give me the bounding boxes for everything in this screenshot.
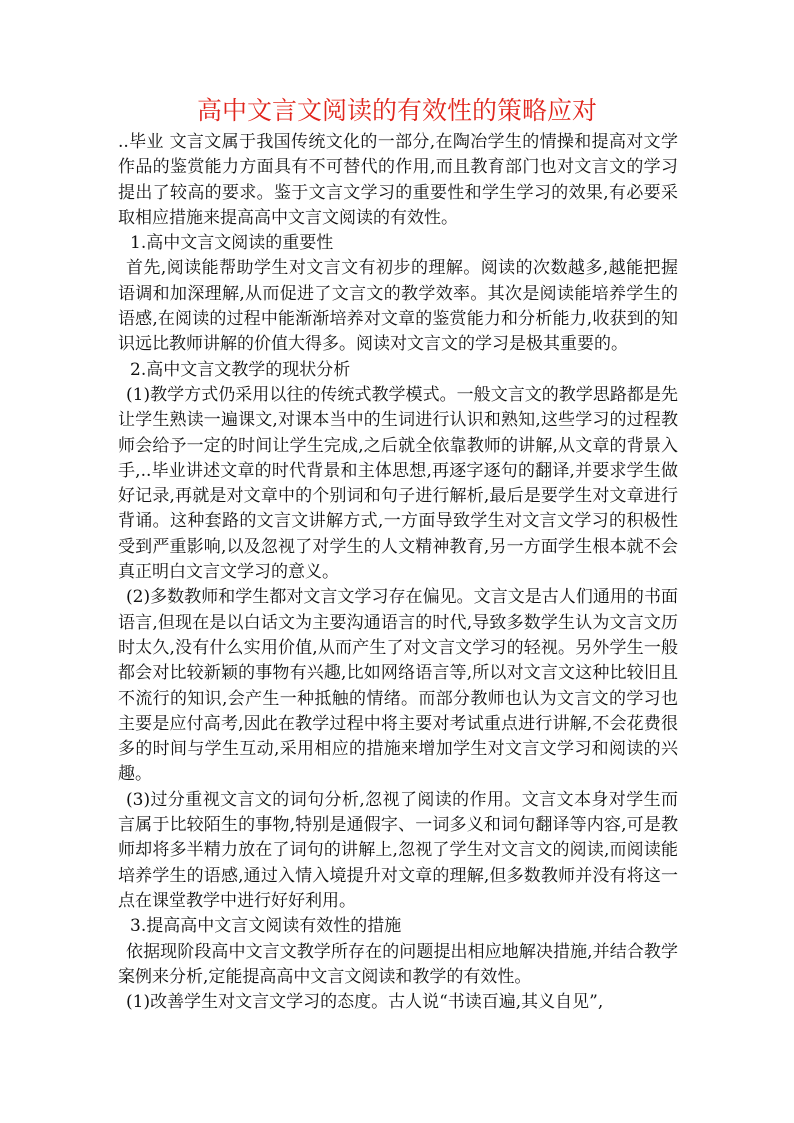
document-title: 高中文言文阅读的有效性的策略应对	[196, 96, 597, 125]
section-heading-2: 2.高中文言文教学的现状分析	[130, 359, 351, 380]
intro-paragraph: ..毕业 文言文属于我国传统文化的一部分,在陶冶学生的情操和提高对文学作品的鉴赏能力方面具有不可替代的作用,而且教育部门也对文言文的学习提出了较高的要求。鉴于文言文学习的重要性和学生学习的效果,有必要采取相应措施来提高高中文言文阅读的有效性。	[118, 132, 678, 228]
body-paragraph: 首先,阅读能帮助学生对文言文有初步的理解。阅读的次数越多,越能把握语调和加深理解,从而促进了文言文的教学效率。其次是阅读能培养学生的语感,在阅读的过程中能渐渐培养对文章的鉴赏能力和分析能力,收获到的知识远比教师讲解的价值大得多。阅读对文言文的学习是极其重要的。	[118, 258, 678, 355]
body-paragraph: (2)多数教师和学生都对文言文学习存在偏见。文言文是古人们通用的书面语言,但现在是以白话文为主要沟通语言的时代,导致多数学生认为文言文历时太久,没有什么实用价值,从而产生了对文言文学习的轻视。另外学生一般都会对比较新颖的事物有兴趣,比如网络语言等,所以对文言文这种比较旧且不流行的知识,会产生一种抵触的情绪。而部分教师也认为文言文的学习也主要是应付高考,因此在教学过程中将主要对考试重点进行讲解,不会花费很多的时间与学生互动,采用相应的措施来增加学生对文言文学习和阅读的兴趣。	[118, 587, 678, 785]
body-paragraph: (3)过分重视文言文的词句分析,忽视了阅读的作用。文言文本身对学生而言属于比较陌生的事物,特别是通假字、一词多义和词句翻译等内容,可是教师却将多半精力放在了词句的讲解上,忽视了学生对文言文的阅读,而阅读能培养学生的语感,通过入情入境提升对文章的理解,但多数教师并没有将这一点在课堂教学中进行好好利用。	[118, 789, 678, 911]
document-body	[118, 130, 678, 1015]
body-paragraph: 依据现阶段高中文言文教学所存在的问题提出相应地解决措施,并结合教学案例来分析,定能提高高中文言文阅读和教学的有效性。	[118, 941, 678, 987]
body-paragraph: (1)教学方式仍采用以往的传统式教学模式。一般文言文的教学思路都是先让学生熟读一遍课文,对课本当中的生词进行认识和熟知,这些学习的过程教师会给予一定的时间让学生完成,之后就全依靠教师的讲解,从文章的背景入手,..毕业讲述文章的时代背景和主体思想,再逐字逐句的翻译,并要求学生做好记录,再就是对文章中的个别词和句子进行解析,最后是要学生对文章进行背诵。这种套路的文言文讲解方式,一方面导致学生对文言文学习的积极性受到严重影响,以及忽视了对学生的人文精神教育,另一方面学生根本就不会真正明白文言文学习的意义。	[118, 384, 678, 583]
section-heading-3: 3.提高高中文言文阅读有效性的措施	[130, 916, 402, 937]
section-heading-1: 1.高中文言文阅读的重要性	[130, 233, 334, 254]
body-paragraph: (1)改善学生对文言文学习的态度。古人说“书读百遍,其义自见”,	[126, 992, 604, 1013]
